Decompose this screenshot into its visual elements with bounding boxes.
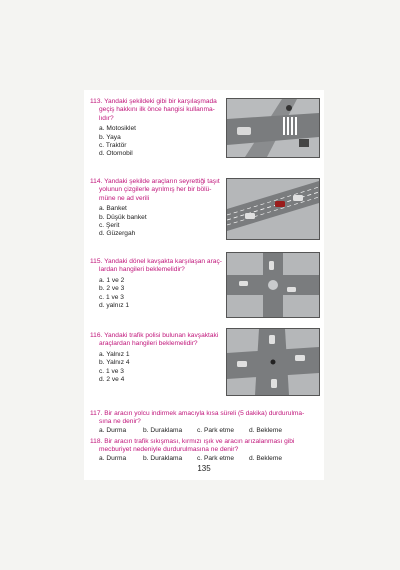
option-a[interactable]: a. Yalnız 1 (99, 350, 130, 358)
option-d[interactable]: d. Güzergah (99, 230, 136, 238)
option-b[interactable]: b. Duraklama (143, 426, 183, 434)
question-number: 113. (90, 98, 103, 105)
option-c[interactable]: c. Traktör (99, 142, 127, 150)
option-d[interactable]: d. Bekleme (249, 454, 282, 462)
question-stem (90, 178, 230, 203)
roundabout-illustration (226, 252, 320, 318)
stem-line: Yandaki dönel kavşakta karşılaşan araç- (104, 258, 222, 265)
question-116 (90, 332, 230, 384)
option-b[interactable]: b. Düşük banket (99, 213, 147, 221)
options-list (90, 277, 230, 311)
option-a[interactable]: a. Motosiklet (99, 125, 137, 133)
question-number: 115. (90, 258, 103, 265)
option-b[interactable]: b. Yaya (99, 133, 121, 141)
stem-line: mecburiyet nedeniyle durdurulmasına ne denir? (99, 446, 239, 454)
question-stem (90, 258, 230, 275)
stem-line: müne ne ad verili (99, 194, 150, 202)
stem-line: yolunun çizgilerle ayrılmış her bir bölü- (99, 186, 212, 194)
question-stem (90, 410, 322, 427)
stem-line: Yandaki şekilde araçların seyrettiği taşıt (104, 178, 220, 185)
question-number: 116. (90, 332, 103, 339)
option-c[interactable]: c. Park etme (197, 426, 235, 434)
option-c[interactable]: c. 1 ve 3 (99, 293, 124, 301)
options-list (90, 351, 230, 385)
question-number: 114. (90, 178, 103, 185)
question-118 (90, 438, 322, 463)
stem-line: sına ne denir? (99, 418, 141, 426)
option-d[interactable]: d. 2 ve 4 (99, 376, 125, 384)
options-list (90, 125, 230, 159)
options-list (90, 427, 322, 435)
question-115 (90, 258, 230, 310)
question-number: 117. (90, 410, 103, 417)
question-stem (90, 438, 322, 455)
stem-line: lıdır? (99, 114, 114, 122)
question-stem (90, 98, 230, 123)
stem-line: Bir aracın yolcu indirmek amacıyla kısa süreli (5 dakika) durdurulma- (104, 410, 305, 417)
options-list (90, 455, 322, 463)
question-113 (90, 98, 230, 159)
stem-line: lardan hangileri beklemelidir? (99, 266, 185, 274)
stem-line: geçiş hakkını ilk önce hangisi kullanma- (99, 106, 215, 114)
question-114 (90, 178, 230, 239)
question-stem (90, 332, 230, 349)
option-b[interactable]: b. Duraklama (143, 454, 183, 462)
option-a[interactable]: a. Banket (99, 205, 127, 213)
option-d[interactable]: d. yalnız 1 (99, 302, 130, 310)
option-d[interactable]: d. Bekleme (249, 426, 282, 434)
option-a[interactable]: a. 1 ve 2 (99, 276, 125, 284)
traffic-police-intersection-illustration (226, 328, 320, 396)
stem-line: Yandaki trafik polisi bulunan kavşaktaki (104, 332, 219, 339)
option-c[interactable]: c. Park etme (197, 454, 235, 462)
stem-line: araçlardan hangileri beklemelidir? (99, 340, 198, 348)
stem-line: Bir aracın trafik sıkışması, kırmızı ışık ve aracın arızalanması gibi (104, 438, 295, 445)
option-a[interactable]: a. Durma (99, 426, 127, 434)
question-number: 118. (90, 438, 103, 445)
option-b[interactable]: b. Yalnız 4 (99, 359, 130, 367)
intersection-illustration (226, 98, 320, 158)
option-a[interactable]: a. Durma (99, 454, 127, 462)
option-c[interactable]: c. Şerit (99, 222, 120, 230)
highway-lanes-illustration (226, 178, 320, 240)
option-c[interactable]: c. 1 ve 3 (99, 367, 124, 375)
stem-line: Yandaki şekildeki gibi bir karşılaşmada (104, 98, 217, 105)
question-117 (90, 410, 322, 435)
options-list (90, 205, 230, 239)
page (84, 90, 324, 480)
option-d[interactable]: d. Otomobil (99, 150, 133, 158)
option-b[interactable]: b. 2 ve 3 (99, 285, 125, 293)
page-number: 135 (197, 464, 211, 473)
